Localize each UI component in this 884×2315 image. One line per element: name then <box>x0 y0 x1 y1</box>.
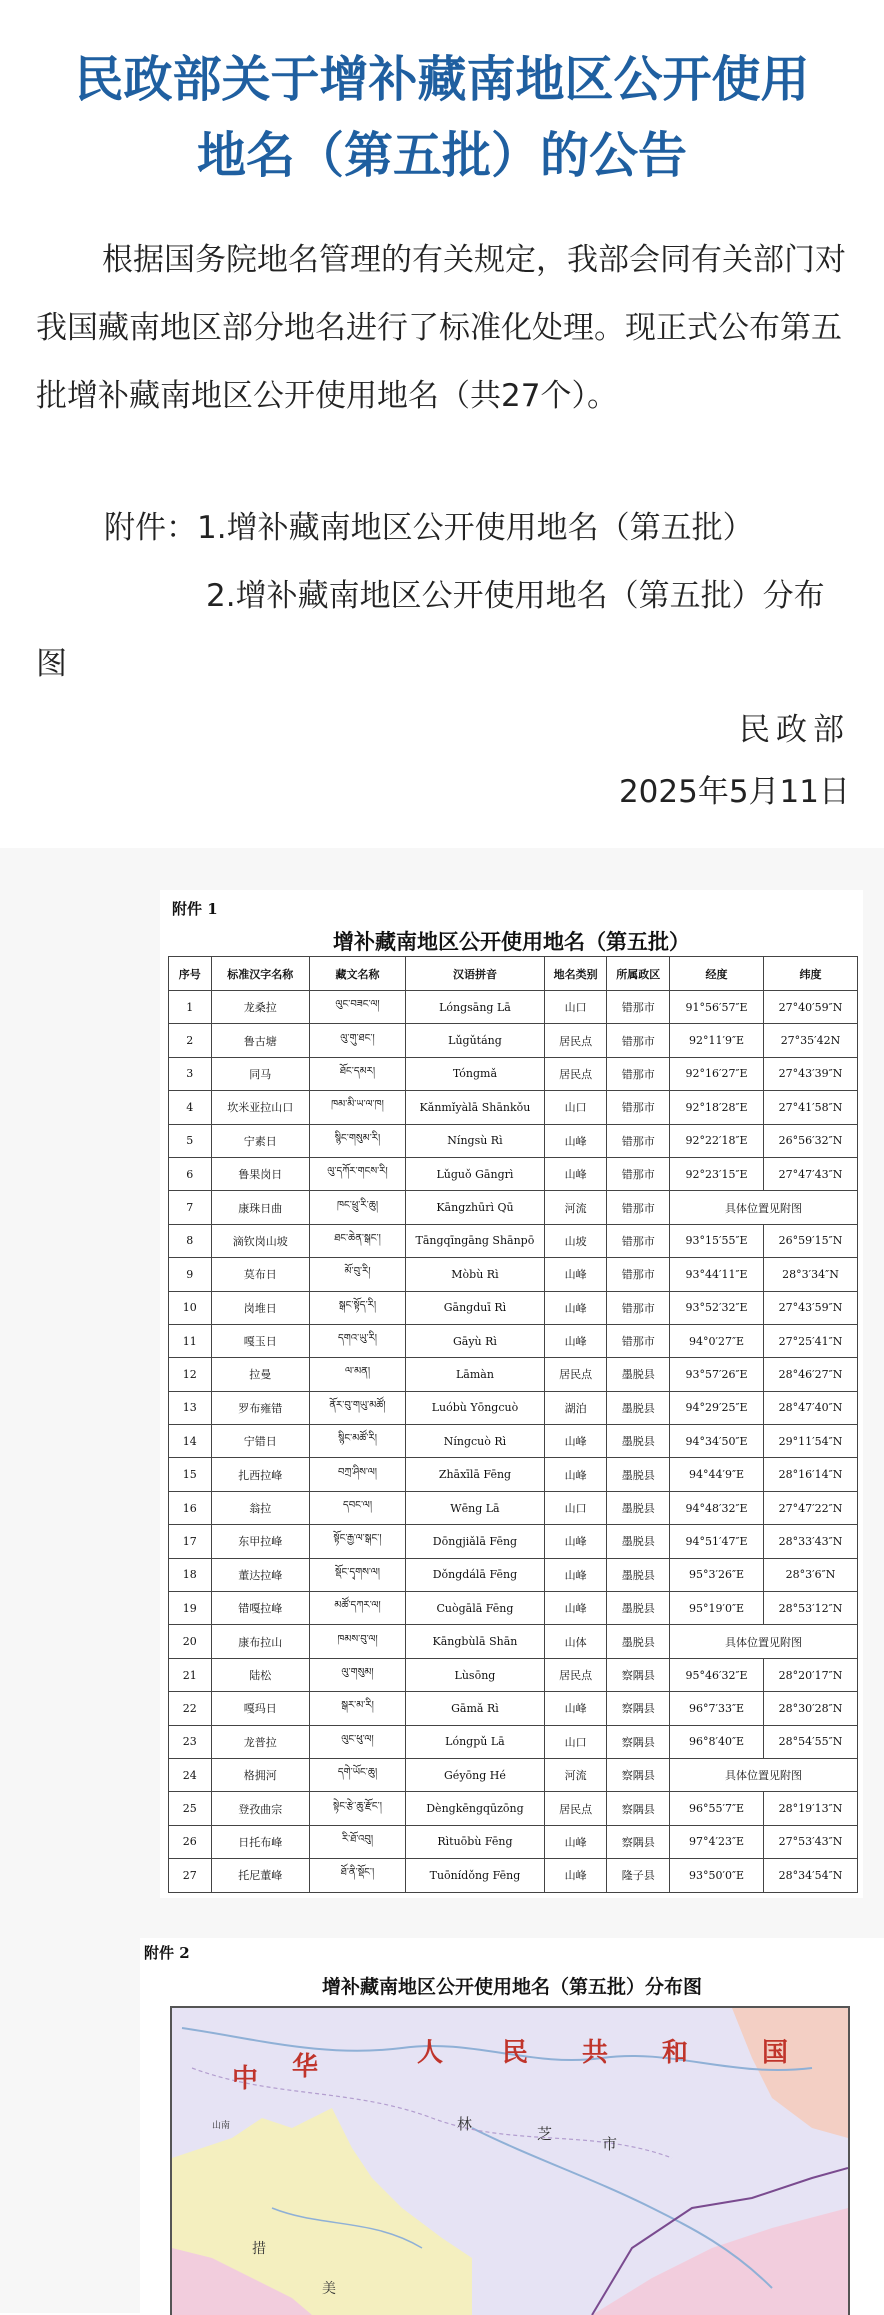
table-cell: སྒང་སྟོད་རི། <box>309 1291 405 1324</box>
table-cell: Wēng Lā <box>406 1491 545 1524</box>
table-cell: 具体位置见附图 <box>670 1758 858 1791</box>
table-cell: 7 <box>169 1191 212 1224</box>
table-cell: Mòbù Rì <box>406 1258 545 1291</box>
table-cell: Gāyù Rì <box>406 1324 545 1357</box>
table-cell: 错那市 <box>607 991 670 1024</box>
table-cell: 26 <box>169 1825 212 1858</box>
table-row <box>169 1324 858 1357</box>
table-cell: 94°44′9″E <box>670 1458 764 1491</box>
table-cell: 15 <box>169 1458 212 1491</box>
table-header-row <box>169 957 858 991</box>
table-cell: ཁམས་བུ་ལ། <box>309 1625 405 1658</box>
table-cell: 隆子县 <box>607 1859 670 1892</box>
table-cell: 山峰 <box>544 1592 607 1625</box>
table-cell: 2 <box>169 1024 212 1057</box>
table-cell: ཁམ་མི་ཡ་ལ་ཁ། <box>309 1091 405 1124</box>
table-cell: 察隅县 <box>607 1658 670 1691</box>
table-cell: 27°25′41″N <box>764 1324 858 1357</box>
table-cell: 墨脱县 <box>607 1558 670 1591</box>
table-cell: 28°47′40″N <box>764 1391 858 1424</box>
map-small-label-4: 山南 <box>212 2121 231 2131</box>
map-small-label-2: 芝 <box>537 2125 553 2143</box>
table-cell: 坎米亚拉山口 <box>211 1091 309 1124</box>
table-cell: 96°55′7″E <box>670 1792 764 1825</box>
table-cell: 罗布雍错 <box>211 1391 309 1424</box>
table-row <box>169 1057 858 1090</box>
table-cell: སྡོང་དྭགས་ལ། <box>309 1558 405 1591</box>
table-cell: 墨脱县 <box>607 1358 670 1391</box>
table-cell: 27°41′58″N <box>764 1091 858 1124</box>
table-cell: 6 <box>169 1157 212 1190</box>
table-cell: ལུ་དཀོར་གངས་རི། <box>309 1157 405 1190</box>
table-cell: Kāngzhūrì Qū <box>406 1191 545 1224</box>
table-row <box>169 1792 858 1825</box>
table-cell: 墨脱县 <box>607 1625 670 1658</box>
table-cell: 察隅县 <box>607 1725 670 1758</box>
table-cell: 91°56′57″E <box>670 991 764 1024</box>
table-cell: 95°19′0″E <box>670 1592 764 1625</box>
table-cell: ཁང་ཕྲུ་རི་ཆུ། <box>309 1191 405 1224</box>
table-cell: 23 <box>169 1725 212 1758</box>
table-cell: སྒར་མ་རི། <box>309 1692 405 1725</box>
table-cell: 墨脱县 <box>607 1391 670 1424</box>
table-cell: 96°8′40″E <box>670 1725 764 1758</box>
table-cell: 错那市 <box>607 1258 670 1291</box>
table-cell: 27°35′42N <box>764 1024 858 1057</box>
table-cell: 19 <box>169 1592 212 1625</box>
table-cell: Zhāxīlā Fēng <box>406 1458 545 1491</box>
table-cell: 居民点 <box>544 1658 607 1691</box>
table-cell: 28°30′28″N <box>764 1692 858 1725</box>
table-cell: Dōngjiǎlā Fēng <box>406 1525 545 1558</box>
title-line-2: 地名（第五批）的公告 <box>196 127 687 184</box>
table-cell: Kāngbùlā Shān <box>406 1625 545 1658</box>
table-cell: 12 <box>169 1358 212 1391</box>
table-cell: 董达拉峰 <box>211 1558 309 1591</box>
table-cell: 墨脱县 <box>607 1491 670 1524</box>
table-cell: 29°11′54″N <box>764 1425 858 1458</box>
table-cell: 错那市 <box>607 1291 670 1324</box>
map-label-5: 共 <box>582 2038 609 2068</box>
table-cell: 4 <box>169 1091 212 1124</box>
table-row <box>169 1157 858 1190</box>
table-row <box>169 1124 858 1157</box>
table-cell: 错那市 <box>607 1224 670 1257</box>
table-cell: 托尼董峰 <box>211 1859 309 1892</box>
table-cell: 山峰 <box>544 1558 607 1591</box>
map-title: 增补藏南地区公开使用地名（第五批）分布图 <box>321 1976 702 1998</box>
table-cell: 登孜曲宗 <box>211 1792 309 1825</box>
table-row <box>169 1825 858 1858</box>
table-cell: 宁素日 <box>211 1124 309 1157</box>
table-cell: 错那市 <box>607 1024 670 1057</box>
table-cell: 河流 <box>544 1758 607 1791</box>
table-cell: མཚོ་དཀར་ལ། <box>309 1592 405 1625</box>
table-cell: 93°57′26″E <box>670 1358 764 1391</box>
table-cell: སྙིང་མཚོ་རི། <box>309 1425 405 1458</box>
table-row <box>169 1391 858 1424</box>
table-cell: 92°22′18″E <box>670 1124 764 1157</box>
table-cell: 错那市 <box>607 1191 670 1224</box>
table-cell: 28°46′27″N <box>764 1358 858 1391</box>
map-small-label-6: 美 <box>322 2281 336 2297</box>
table-cell: 墨脱县 <box>607 1592 670 1625</box>
table-cell: རི་ཐོ་འབུ། <box>309 1825 405 1858</box>
attachment-1-image <box>160 890 863 1898</box>
table-cell: Luóbù Yōngcuò <box>406 1391 545 1424</box>
table-row <box>169 1458 858 1491</box>
map-small-label-1: 林 <box>457 2115 473 2133</box>
table-cell: ལུང་བཟང་ལ། <box>309 991 405 1024</box>
table-cell: Lǔgǔtáng <box>406 1024 545 1057</box>
table-cell: Tāngqīngāng Shānpō <box>406 1224 545 1257</box>
table-cell: 错那市 <box>607 1057 670 1090</box>
table-cell: 鲁果岗日 <box>211 1157 309 1190</box>
table-header-cell: 所属政区 <box>607 957 670 991</box>
table-cell: 20 <box>169 1625 212 1658</box>
table-cell: Rìtuōbù Fēng <box>406 1825 545 1858</box>
table-header-cell: 汉语拼音 <box>406 957 545 991</box>
table-cell: 26°56′32″N <box>764 1124 858 1157</box>
table-row <box>169 1758 858 1791</box>
table-header-cell: 地名类别 <box>544 957 607 991</box>
table-cell: Dèngkēngqūzōng <box>406 1792 545 1825</box>
table-cell: 28°19′13″N <box>764 1792 858 1825</box>
table-header-cell: 序号 <box>169 957 212 991</box>
table-row <box>169 1658 858 1691</box>
table-cell: 28°33′43″N <box>764 1525 858 1558</box>
table-cell: 27°47′43″N <box>764 1157 858 1190</box>
table-cell: 康布拉山 <box>211 1625 309 1658</box>
map-label-2: 华 <box>292 2052 319 2082</box>
table-header-cell: 经度 <box>670 957 764 991</box>
table-cell: 宁错日 <box>211 1425 309 1458</box>
table-cell: 湖泊 <box>544 1391 607 1424</box>
table-cell: 92°23′15″E <box>670 1157 764 1190</box>
table-row <box>169 1525 858 1558</box>
table-cell: 错那市 <box>607 1124 670 1157</box>
table-cell: 山口 <box>544 1725 607 1758</box>
table-cell: 河流 <box>544 1191 607 1224</box>
table-cell: 28°20′17″N <box>764 1658 858 1691</box>
table-cell: 山坡 <box>544 1224 607 1257</box>
table-cell: 居民点 <box>544 1024 607 1057</box>
table-cell: 山峰 <box>544 1324 607 1357</box>
table-cell: 翁拉 <box>211 1491 309 1524</box>
table-cell: 11 <box>169 1324 212 1357</box>
table-cell: Lāmàn <box>406 1358 545 1391</box>
table-cell: 拉曼 <box>211 1358 309 1391</box>
table-cell: 山口 <box>544 1091 607 1124</box>
table-cell: 东甲拉峰 <box>211 1525 309 1558</box>
table-cell: 察隅县 <box>607 1692 670 1725</box>
table-cell: 1 <box>169 991 212 1024</box>
table-cell: Lóngsāng Lā <box>406 991 545 1024</box>
table-cell: 94°0′27″E <box>670 1324 764 1357</box>
table-cell: 24 <box>169 1758 212 1791</box>
table-cell: 具体位置见附图 <box>670 1191 858 1224</box>
table-cell: 错那市 <box>607 1324 670 1357</box>
table-cell: 察隅县 <box>607 1825 670 1858</box>
map-small-label-5: 措 <box>252 2241 266 2257</box>
table-row <box>169 1592 858 1625</box>
table-cell: Níngsù Rì <box>406 1124 545 1157</box>
table-row <box>169 1425 858 1458</box>
table-cell: ནོར་བུ་གཡུ་མཚོ། <box>309 1391 405 1424</box>
table-cell: 龙普拉 <box>211 1725 309 1758</box>
table-cell: 山峰 <box>544 1291 607 1324</box>
table-cell: 22 <box>169 1692 212 1725</box>
table-row <box>169 1558 858 1591</box>
table-cell: 墨脱县 <box>607 1425 670 1458</box>
table-cell: 13 <box>169 1391 212 1424</box>
table-cell: 格拥河 <box>211 1758 309 1791</box>
table-cell: Gāngduī Rì <box>406 1291 545 1324</box>
table-cell: 3 <box>169 1057 212 1090</box>
table-cell: སྟེང་རྩེ་ཆུ་རྫོང་། <box>309 1792 405 1825</box>
table-cell: 28°16′14″N <box>764 1458 858 1491</box>
table-cell: 山峰 <box>544 1692 607 1725</box>
table-row <box>169 1859 858 1892</box>
table-cell: 92°16′27″E <box>670 1057 764 1090</box>
attachment-2-image <box>140 1938 884 2313</box>
table-cell: 17 <box>169 1525 212 1558</box>
signature: 民政部 <box>739 712 850 748</box>
table-cell: 10 <box>169 1291 212 1324</box>
table-row <box>169 1258 858 1291</box>
title-line-1: 民政部关于增补藏南地区公开使用 <box>74 51 810 108</box>
date: 2025年5月11日 <box>618 774 850 810</box>
table-cell: ལུ་གསུམ། <box>309 1658 405 1691</box>
table-cell: ཐང་ཆེན་སྒང་། <box>309 1224 405 1257</box>
table-cell: 5 <box>169 1124 212 1157</box>
table-cell: 25 <box>169 1792 212 1825</box>
table-cell: 居民点 <box>544 1057 607 1090</box>
table-cell: 8 <box>169 1224 212 1257</box>
map-label-1: 中 <box>232 2064 259 2094</box>
table-header-cell: 纬度 <box>764 957 858 991</box>
table-cell: 27°53′43″N <box>764 1825 858 1858</box>
table-cell: 27 <box>169 1859 212 1892</box>
table-cell: 滴钦岗山坡 <box>211 1224 309 1257</box>
table-cell: ཐོང་དམར། <box>309 1057 405 1090</box>
map-label-6: 和 <box>662 2038 689 2068</box>
table-cell: 28°3′34″N <box>764 1258 858 1291</box>
table-cell: 山峰 <box>544 1258 607 1291</box>
table-cell: 28°53′12″N <box>764 1592 858 1625</box>
attachment-1-label: 附件 1 <box>172 900 218 918</box>
table-cell: 27°47′22″N <box>764 1491 858 1524</box>
distribution-map <box>170 2006 850 2315</box>
table-cell: 错嘎拉峰 <box>211 1592 309 1625</box>
table-cell: 27°40′59″N <box>764 991 858 1024</box>
table-cell: 97°4′23″E <box>670 1825 764 1858</box>
table-cell: 93°52′32″E <box>670 1291 764 1324</box>
table-cell: 墨脱县 <box>607 1525 670 1558</box>
table-row <box>169 1358 858 1391</box>
table-cell: 莫布日 <box>211 1258 309 1291</box>
table-cell: 同马 <box>211 1057 309 1090</box>
table-cell: 居民点 <box>544 1358 607 1391</box>
table-cell: 山峰 <box>544 1157 607 1190</box>
table-cell: 察隅县 <box>607 1758 670 1791</box>
table-cell: 鲁古塘 <box>211 1024 309 1057</box>
table-cell: 96°7′33″E <box>670 1692 764 1725</box>
table-cell: ལ་མན། <box>309 1358 405 1391</box>
table-cell: Lóngpǔ Lā <box>406 1725 545 1758</box>
table-cell: 95°3′26″E <box>670 1558 764 1591</box>
table-cell: 18 <box>169 1558 212 1591</box>
table-cell: 居民点 <box>544 1792 607 1825</box>
table-cell: སྟོང་རྒྱ་ལ་སྒང་། <box>309 1525 405 1558</box>
table-cell: 山体 <box>544 1625 607 1658</box>
table-cell: Tuōnídǒng Fēng <box>406 1859 545 1892</box>
table-cell: 山峰 <box>544 1859 607 1892</box>
table-cell: 93°50′0″E <box>670 1859 764 1892</box>
article-title <box>0 42 884 194</box>
table-cell: 错那市 <box>607 1091 670 1124</box>
table-cell: ལུང་ཕུ་ལ། <box>309 1725 405 1758</box>
table-cell: 28°34′54″N <box>764 1859 858 1892</box>
table-cell: ཐོ་ནི་སྡོང་། <box>309 1859 405 1892</box>
table-cell: Níngcuò Rì <box>406 1425 545 1458</box>
table-cell: དབང་ལ། <box>309 1491 405 1524</box>
table-row <box>169 1024 858 1057</box>
table-cell: 山口 <box>544 991 607 1024</box>
table-cell: 岗堆日 <box>211 1291 309 1324</box>
table-cell: 具体位置见附图 <box>670 1625 858 1658</box>
table-cell: 14 <box>169 1425 212 1458</box>
table-cell: 94°29′25″E <box>670 1391 764 1424</box>
table-cell: 28°54′55″N <box>764 1725 858 1758</box>
table-cell: 陆松 <box>211 1658 309 1691</box>
table-cell: མོ་བུ་རི། <box>309 1258 405 1291</box>
table-cell: 27°43′59″N <box>764 1291 858 1324</box>
table-cell: 94°48′32″E <box>670 1491 764 1524</box>
map-label-3: 人 <box>417 2038 444 2068</box>
table-cell: 山口 <box>544 1491 607 1524</box>
table-cell: 94°51′47″E <box>670 1525 764 1558</box>
table-cell: Tóngmǎ <box>406 1057 545 1090</box>
attachment-list-item-2: 2.增补藏南地区公开使用地名（第五批）分布图 <box>36 578 825 682</box>
table-cell: ལུ་གུ་ཐང་། <box>309 1024 405 1057</box>
table-cell: 山峰 <box>544 1124 607 1157</box>
table-cell: 山峰 <box>544 1458 607 1491</box>
table-cell: Gāmǎ Rì <box>406 1692 545 1725</box>
table-cell: Lùsōng <box>406 1658 545 1691</box>
table-cell: 扎西拉峰 <box>211 1458 309 1491</box>
table-row <box>169 1725 858 1758</box>
table-cell: 察隅县 <box>607 1792 670 1825</box>
table-row <box>169 1224 858 1257</box>
table-row <box>169 1491 858 1524</box>
table-cell: 92°18′28″E <box>670 1091 764 1124</box>
announcement-paragraph: 根据国务院地名管理的有关规定，我部会同有关部门对我国藏南地区部分地名进行了标准化处理。现正式公布第五批增补藏南地区公开使用地名（共27个）。 <box>36 242 846 414</box>
table-cell: 嘎玉日 <box>211 1324 309 1357</box>
table-cell: 26°59′15″N <box>764 1224 858 1257</box>
table-cell: 山峰 <box>544 1825 607 1858</box>
place-names-table <box>168 956 858 1893</box>
table-cell: Kǎnmǐyàlā Shānkǒu <box>406 1091 545 1124</box>
table-cell: 94°34′50″E <box>670 1425 764 1458</box>
table-cell: Dǒngdálā Fēng <box>406 1558 545 1591</box>
table-cell: དགེ་ཡོང་ཆུ། <box>309 1758 405 1791</box>
table-cell: 龙桑拉 <box>211 991 309 1024</box>
table-header-cell: 标准汉字名称 <box>211 957 309 991</box>
table-cell: 康珠日曲 <box>211 1191 309 1224</box>
table-header-cell: 藏文名称 <box>309 957 405 991</box>
table-cell: Lǔguǒ Gāngrì <box>406 1157 545 1190</box>
table-cell: 27°43′39″N <box>764 1057 858 1090</box>
map-label-7: 国 <box>762 2038 789 2068</box>
table-cell: 92°11′9″E <box>670 1024 764 1057</box>
table-cell: Géyōng Hé <box>406 1758 545 1791</box>
table-cell: 错那市 <box>607 1157 670 1190</box>
table-cell: 93°15′55″E <box>670 1224 764 1257</box>
table-row <box>169 991 858 1024</box>
table-cell: སྙིང་གསུམ་རི། <box>309 1124 405 1157</box>
table-cell: 山峰 <box>544 1425 607 1458</box>
map-small-label-3: 市 <box>602 2135 618 2153</box>
table-row <box>169 1625 858 1658</box>
table-cell: 16 <box>169 1491 212 1524</box>
table-cell: 山峰 <box>544 1525 607 1558</box>
table-cell: 95°46′32″E <box>670 1658 764 1691</box>
table-cell: བཀྲ་ཤིས་ལ། <box>309 1458 405 1491</box>
table-row <box>169 1692 858 1725</box>
map-label-4: 民 <box>502 2038 529 2068</box>
table-cell: 28°3′6″N <box>764 1558 858 1591</box>
attachment-list-item-1: 附件：1.增补藏南地区公开使用地名（第五批） <box>104 510 754 546</box>
table-cell: དགའ་ཡུ་རི། <box>309 1324 405 1357</box>
table-cell: Cuògālā Fēng <box>406 1592 545 1625</box>
table-cell: 墨脱县 <box>607 1458 670 1491</box>
table-row <box>169 1291 858 1324</box>
table-cell: 9 <box>169 1258 212 1291</box>
table-cell: 嘎玛日 <box>211 1692 309 1725</box>
table-row <box>169 1091 858 1124</box>
table-cell: 日托布峰 <box>211 1825 309 1858</box>
table-row <box>169 1191 858 1224</box>
table-cell: 93°44′11″E <box>670 1258 764 1291</box>
table-cell: 21 <box>169 1658 212 1691</box>
attachment-2-label: 附件 2 <box>144 1944 190 1962</box>
table-title: 增补藏南地区公开使用地名（第五批） <box>333 929 690 954</box>
